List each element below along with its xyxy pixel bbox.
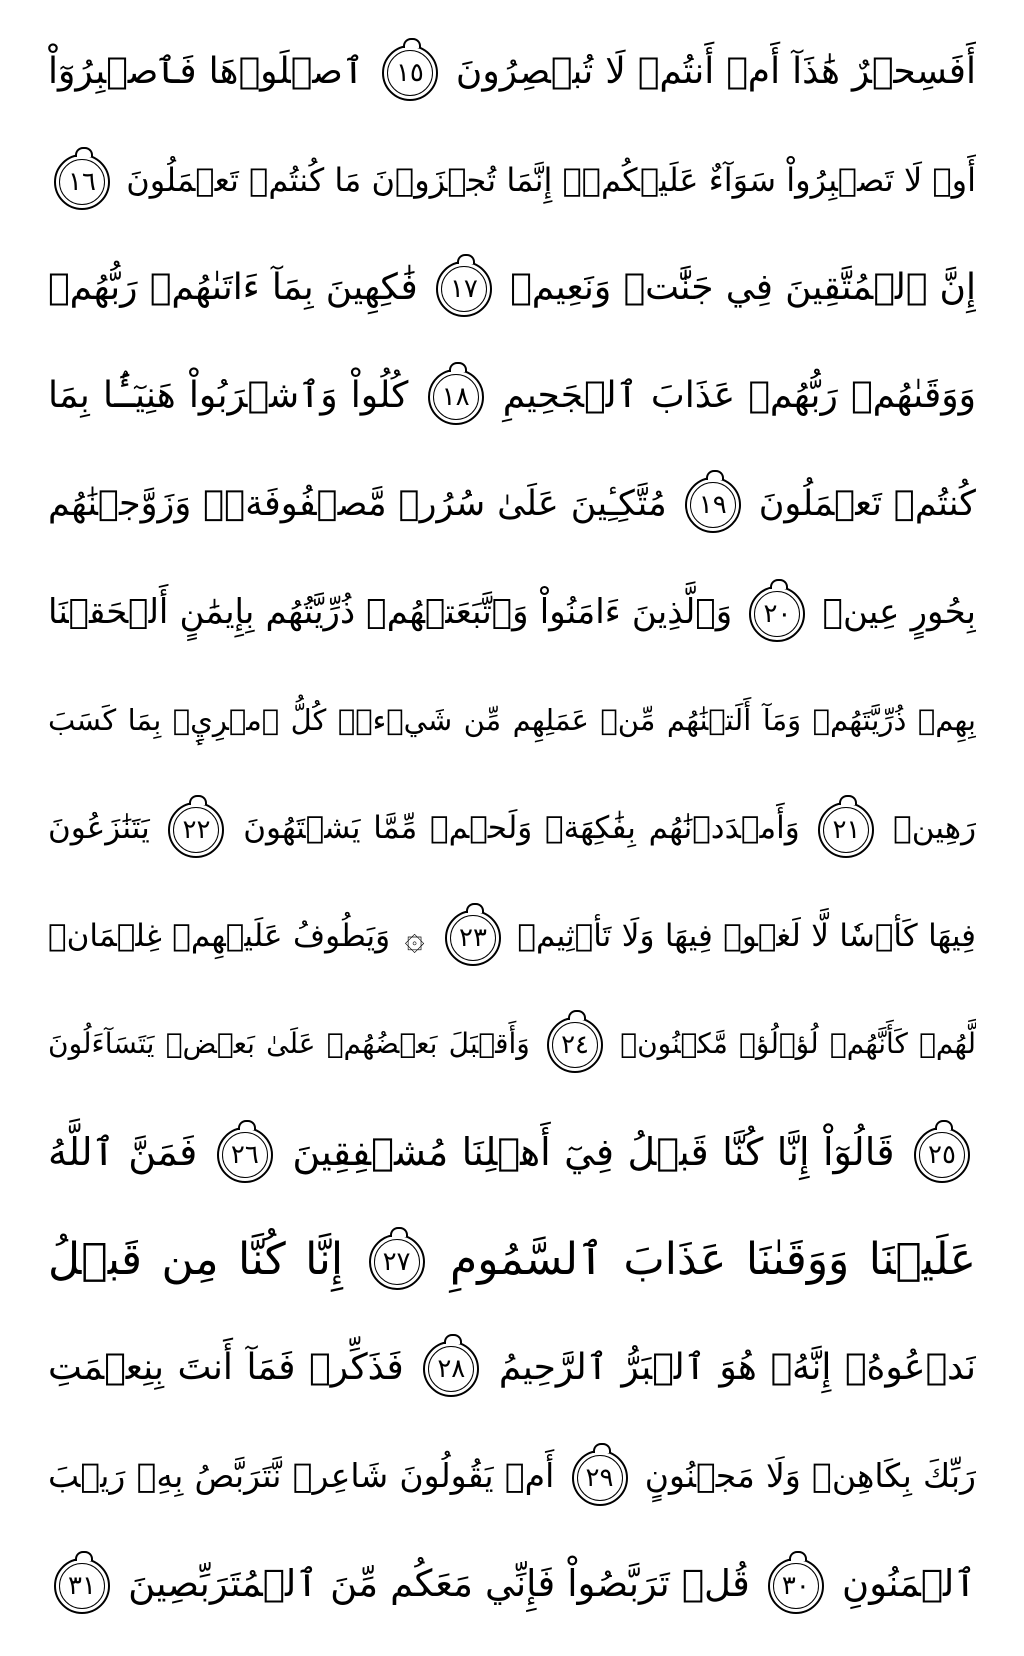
text-line-7 bbox=[48, 666, 976, 774]
ayah-number-marker: ٣٠ bbox=[768, 1558, 824, 1614]
line-text: رَهِينٞ bbox=[893, 810, 976, 846]
text-line-13 bbox=[48, 1314, 976, 1422]
line-text: أَفَسِحۡرٌ هَٰذَآ أَمۡ أَنتُمۡ لَا تُبۡصِرُونَ bbox=[455, 51, 976, 92]
line-text: بِحُورٍ عِينٖ bbox=[822, 592, 976, 632]
line-text: كُلُواْ وَٱشۡرَبُواْ هَنِيٓـَٔۢا بِمَا bbox=[48, 375, 409, 416]
text-line-3 bbox=[48, 234, 976, 342]
ayah-number-marker: ٢٣ bbox=[445, 910, 501, 966]
line-text: قُلۡ تَرَبَّصُواْ فَإِنِّي مَعَكُم مِّنَ ٱلۡمُتَرَبِّصِينَ bbox=[128, 1562, 750, 1605]
line-text: لَّهُمۡ كَأَنَّهُمۡ لُؤۡلُؤٞ مَّكۡنُونٞ bbox=[620, 1027, 976, 1060]
line-text: أَمۡ يَقُولُونَ شَاعِرٞ نَّتَرَبَّصُ بِهِۦ رَيۡبَ bbox=[48, 1456, 555, 1495]
line-text: رَبِّكَ بِكَاهِنٖ وَلَا مَجۡنُونٍ bbox=[644, 1456, 976, 1495]
line-text: فَذَكِّرۡ فَمَآ أَنتَ بِنِعۡمَتِ bbox=[48, 1347, 404, 1388]
line-text: يَتَنَٰزَعُونَ bbox=[48, 810, 150, 846]
ayah-number-marker: ١٥ bbox=[382, 45, 438, 101]
line-text: بِهِمۡ ذُرِّيَّتَهُمۡ وَمَآ أَلَتۡنَٰهُم مِّنۡ عَمَلِهِم مِّن شَيۡءٖۚ كُلُّ ٱمۡرِيِٕۭ بِمَا كَسَبَ bbox=[48, 703, 976, 737]
text-line-1 bbox=[48, 18, 976, 126]
line-text: مُتَّكِـِٔينَ عَلَىٰ سُرُرٖ مَّصۡفُوفَةٖۖ وَزَوَّجۡنَٰهُم bbox=[48, 484, 667, 524]
ayah-number-marker: ١٧ bbox=[436, 261, 492, 317]
line-text: قَالُوٓاْ إِنَّا كُنَّا قَبۡلُ فِيٓ أَهۡلِنَا مُشۡفِقِينَ bbox=[292, 1130, 895, 1174]
text-line-12 bbox=[48, 1206, 976, 1314]
text-line-2 bbox=[48, 126, 976, 234]
ayah-number-marker: ١٨ bbox=[428, 369, 484, 425]
line-text: وَأَمۡدَدۡنَٰهُم بِفَٰكِهَةٖ وَلَحۡمٖ مِّمَّا يَشۡتَهُونَ bbox=[243, 810, 800, 846]
text-line-14 bbox=[48, 1422, 976, 1530]
line-text: وَٱلَّذِينَ ءَامَنُواْ وَٱتَّبَعَتۡهُمۡ ذُرِّيَّتُهُم بِإِيمَٰنٍ أَلۡحَقۡنَا bbox=[48, 592, 733, 632]
text-line-8 bbox=[48, 774, 976, 882]
ayah-number-marker: ١٩ bbox=[685, 477, 741, 533]
line-text: فَٰكِهِينَ بِمَآ ءَاتَىٰهُمۡ رَبُّهُمۡ bbox=[48, 267, 418, 308]
line-text: أَوۡ لَا تَصۡبِرُواْ سَوَآءٌ عَلَيۡكُمۡۖ إِنَّمَا تُجۡزَوۡنَ مَا كُنتُمۡ تَعۡمَلُونَ bbox=[126, 161, 976, 199]
line-text: كُنتُمۡ تَعۡمَلُونَ bbox=[758, 484, 976, 524]
line-text: وَيَطُوفُ عَلَيۡهِمۡ غِلۡمَانٞ bbox=[48, 918, 391, 954]
text-line-6 bbox=[48, 558, 976, 666]
ayah-number-marker: ٢٨ bbox=[423, 1341, 479, 1397]
ayah-number-marker: ٢٠ bbox=[749, 586, 805, 642]
ayah-number-marker: ٢١ bbox=[818, 802, 874, 858]
line-text: فِيهَا كَأۡسٗا لَّا لَغۡوٞ فِيهَا وَلَا تَأۡثِيمٞ bbox=[517, 918, 976, 954]
ayah-number-marker: ٢٢ bbox=[168, 802, 224, 858]
line-text: وَوَقَىٰهُمۡ رَبُّهُمۡ عَذَابَ ٱلۡجَحِيمِ bbox=[502, 375, 976, 416]
ayah-number-marker: ١٦ bbox=[54, 154, 110, 210]
line-text: عَلَيۡنَا وَوَقَىٰنَا عَذَابَ ٱلسَّمُومِ bbox=[450, 1234, 976, 1285]
quran-text-block bbox=[48, 18, 976, 1638]
ayah-number-marker: ٢٥ bbox=[914, 1127, 970, 1183]
hizb-marker-icon: ۞ bbox=[404, 917, 425, 958]
line-text: نَدۡعُوهُۖ إِنَّهُۥ هُوَ ٱلۡبَرُّ ٱلرَّحِيمُ bbox=[498, 1347, 976, 1388]
line-text: ٱصۡلَوۡهَا فَٱصۡبِرُوٓاْ bbox=[48, 51, 364, 92]
ayah-number-marker: ٢٩ bbox=[572, 1450, 628, 1506]
line-text: إِنَّا كُنَّا مِن قَبۡلُ bbox=[48, 1234, 344, 1285]
text-line-5 bbox=[48, 450, 976, 558]
line-text: إِنَّ ٱلۡمُتَّقِينَ فِي جَنَّٰتٖ وَنَعِيمٖ bbox=[510, 267, 976, 308]
text-line-10 bbox=[48, 990, 976, 1098]
line-text: ٱلۡمَنُونِ bbox=[842, 1562, 976, 1605]
ayah-number-marker: ٢٤ bbox=[547, 1017, 603, 1073]
text-line-4 bbox=[48, 342, 976, 450]
text-line-15 bbox=[48, 1530, 976, 1638]
ayah-number-marker: ٢٧ bbox=[369, 1234, 425, 1290]
line-text: وَأَقۡبَلَ بَعۡضُهُمۡ عَلَىٰ بَعۡضٖ يَتَسَآءَلُونَ bbox=[48, 1027, 530, 1060]
ayah-number-marker: ٣١ bbox=[54, 1558, 110, 1614]
text-line-11 bbox=[48, 1098, 976, 1206]
text-line-9 bbox=[48, 882, 976, 990]
line-text: فَمَنَّ ٱللَّهُ bbox=[48, 1130, 198, 1174]
ayah-number-marker: ٢٦ bbox=[217, 1127, 273, 1183]
